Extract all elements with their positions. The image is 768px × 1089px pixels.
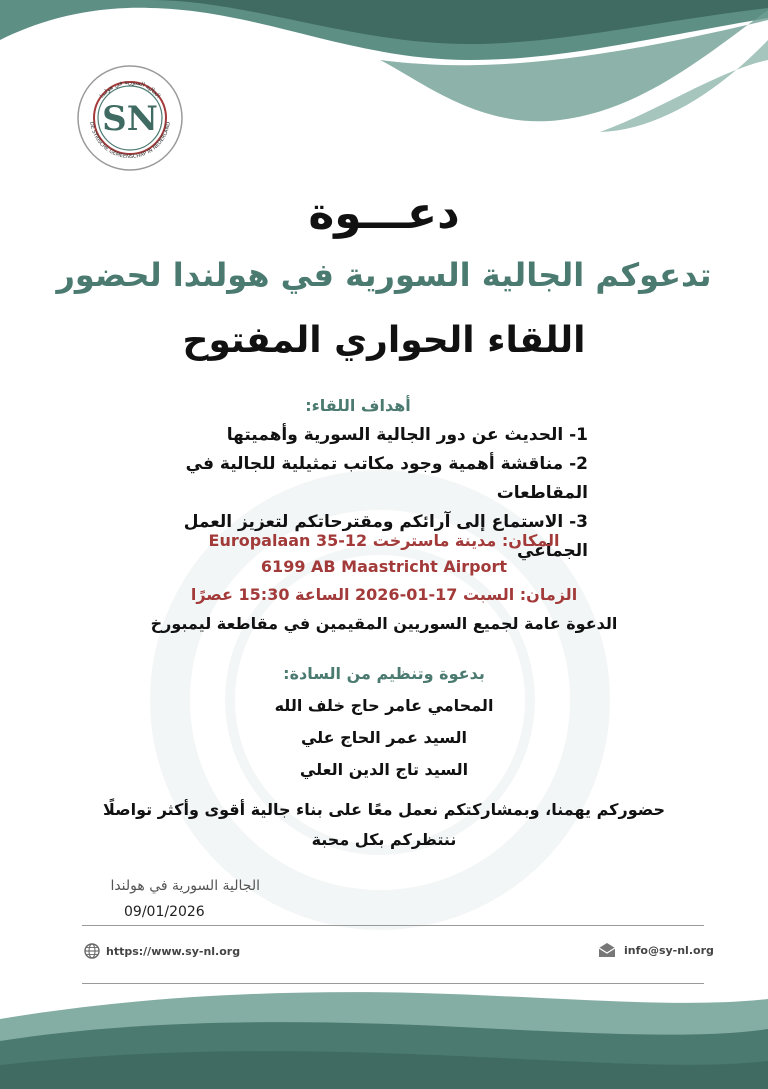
organizer-name: السيد تاج الدين العلي xyxy=(299,760,469,779)
signature-block xyxy=(80,876,260,922)
event-name: اللقاء الحواري المفتوح xyxy=(182,320,586,361)
goal-item: 1- الحديث عن دور الجالية السورية وأهميتها xyxy=(226,425,588,445)
closing-section xyxy=(0,795,768,855)
email-text: info@sy-nl.org xyxy=(624,943,714,957)
community-logo xyxy=(76,64,184,172)
event-details xyxy=(0,528,768,638)
footer-divider-top xyxy=(82,925,704,926)
event-address: 6199 AB Maastricht Airport xyxy=(260,557,508,576)
organizers-heading: بدعوة وتنظيم من السادة: xyxy=(283,664,485,683)
organizers-section xyxy=(0,662,768,786)
logo-arc-bottom: DE SYRISCHE GEMEENSCHAP IN NEDERLAND xyxy=(88,121,172,161)
event-time: الزمان: السبت 17-01-2026 الساعة 15:30 عصرًا xyxy=(190,585,578,604)
bottom-wave-decoration xyxy=(0,979,768,1089)
globe-icon xyxy=(84,943,100,959)
mail-icon xyxy=(598,942,616,958)
closing-line-1: حضوركم يهمنا، وبمشاركتكم نعمل معًا على بناء جالية أقوى وأكثر تواصلًا xyxy=(102,800,666,819)
goals-heading: أهداف اللقاء: xyxy=(305,396,411,415)
public-invitation-note: الدعوة عامة لجميع السوريين المقيمين في مقاطعة ليمبورخ xyxy=(150,614,618,633)
signature-date: 09/01/2026 xyxy=(124,904,205,920)
event-place: المكان: مدينة ماسترخت Europalaan 35-12 xyxy=(208,531,560,550)
goal-item: 3- الاستماع إلى آرائكم ومقترحاتكم لتعزيز العمل الجماعي xyxy=(183,512,588,561)
website-link[interactable] xyxy=(84,943,240,959)
invitation-subtitle: تدعوكم الجالية السورية في هولندا لحضور xyxy=(56,256,712,294)
website-text: https://www.sy-nl.org xyxy=(106,944,241,958)
invitation-title: دعـــوة xyxy=(308,188,460,239)
organizer-name: السيد عمر الحاج علي xyxy=(300,728,468,747)
logo-letters: SN xyxy=(102,99,158,139)
signature-name: الجالية السورية في هولندا xyxy=(110,878,260,894)
closing-line-2: ننتظركم بكل محبة xyxy=(311,830,457,849)
logo-arc-top: الجالية السورية في هولندا xyxy=(98,78,162,100)
goal-item: 2- مناقشة أهمية وجود مكاتب تمثيلية للجالية في المقاطعات xyxy=(185,454,588,503)
email-link[interactable] xyxy=(598,942,714,958)
organizer-name: المحامي عامر حاج خلف الله xyxy=(274,696,494,715)
